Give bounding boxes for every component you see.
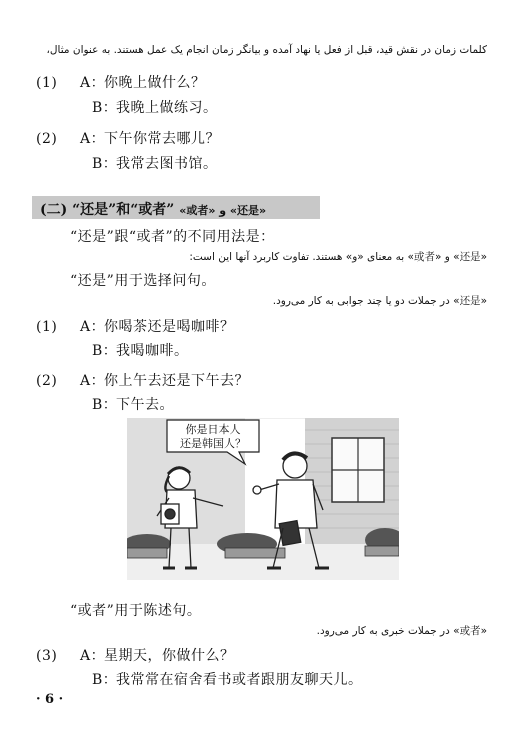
sentence: 我晚上做练习。: [116, 100, 218, 116]
example-1-b: [24, 97, 218, 117]
speaker-label: A：: [80, 373, 106, 389]
sentence: 你上午去还是下午去？: [104, 373, 249, 389]
example-5-b: [24, 669, 363, 689]
usage-text-zh: “还是”跟“或者”的不同用法是：: [70, 229, 275, 245]
speaker-label: B：: [92, 343, 118, 359]
haishi-text-zh: “还是”用于选择问句。: [70, 273, 216, 289]
illustration: [127, 418, 399, 580]
speaker-label: B：: [92, 156, 118, 172]
speaker-label: A：: [80, 131, 106, 147]
speaker-label: A：: [80, 648, 106, 664]
huozhe-text-zh: “或者”用于陈述句。: [70, 603, 202, 619]
example-4-a: [36, 370, 249, 390]
example-2-b: [24, 153, 218, 173]
sentence: 我常去图书馆。: [116, 156, 218, 172]
example-3-b: [24, 340, 189, 360]
example-number: (1): [36, 75, 58, 91]
example-number: (2): [36, 373, 58, 389]
example-2-a: [36, 128, 220, 148]
section-header: [40, 199, 266, 219]
example-number: (2): [36, 131, 58, 147]
section-title: (二) “还是”和“或者”: [40, 202, 175, 218]
speech-bubble-line-1: 你是日本人: [185, 423, 241, 436]
usage-text-fa: «还是» و «或者» به معنای «و» هستند. تفاوت کاربرد آنها این است:: [189, 251, 487, 263]
sentence: 星期天，你做什么？: [104, 648, 235, 664]
page-number: · 6 ·: [36, 692, 64, 707]
speech-bubble-line-2: 还是韩国人？: [180, 437, 246, 450]
section-title-fa: «还是» و «或者»: [179, 204, 267, 217]
haishi-text-fa: «还是» در جملات دو یا چند جوابی به کار می‌رود.: [272, 295, 487, 307]
sentence: 我常常在宿舍看书或者跟朋友聊天儿。: [116, 672, 363, 688]
intro-text-fa: کلمات زمان در نقش قید، قبل از فعل یا نهاد آمده و بیانگر زمان انجام یک عمل هستند. به عنوان مثال،: [46, 44, 487, 56]
huozhe-text-fa: «或者» در جملات خبری به کار می‌رود.: [316, 625, 487, 637]
sentence: 你喝茶还是喝咖啡？: [104, 319, 235, 335]
speaker-label: B：: [92, 672, 118, 688]
speaker-label: B：: [92, 397, 118, 413]
example-1-a: [36, 72, 206, 92]
speaker-label: A：: [80, 319, 106, 335]
example-3-a: [36, 316, 235, 336]
example-4-b: [24, 394, 174, 414]
sentence: 下午去。: [116, 397, 174, 413]
example-number: (3): [36, 648, 58, 664]
speaker-label: A：: [80, 75, 106, 91]
sentence: 下午你常去哪儿？: [104, 131, 220, 147]
speaker-label: B：: [92, 100, 118, 116]
sentence: 我喝咖啡。: [116, 343, 189, 359]
sentence: 你晚上做什么？: [104, 75, 206, 91]
example-5-a: [36, 645, 235, 665]
example-number: (1): [36, 319, 58, 335]
